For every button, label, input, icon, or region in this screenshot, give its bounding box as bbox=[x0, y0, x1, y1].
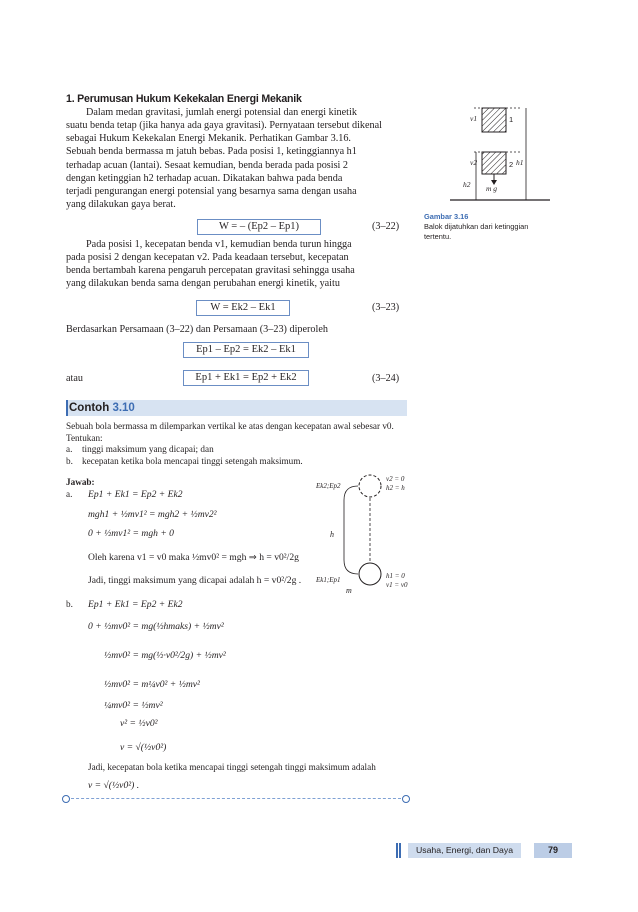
block-position-1 bbox=[482, 108, 506, 132]
label-bottom-state-h: h1 = 0 bbox=[386, 572, 405, 580]
caption-title: Gambar 3.16 bbox=[424, 212, 469, 221]
label-bottom-state-v: v1 = v0 bbox=[386, 581, 408, 589]
divider-dot-left bbox=[62, 795, 70, 803]
caption-line: Balok dijatuhkan dari ketinggian bbox=[424, 222, 529, 231]
equation-number: (3–23) bbox=[372, 302, 400, 313]
text-line: terjadi pengurangan energi potensial yang besarnya sama dengan usaha bbox=[66, 186, 357, 198]
divider-dot-right bbox=[402, 795, 410, 803]
text-line: sebagai Hukum Kekekalan Energi Mekanik. Perhatikan Gambar 3.16. bbox=[66, 133, 351, 145]
label-top-state-h: h2 = h bbox=[386, 484, 405, 492]
solution-b-line: Ep1 + Ek1 = Ep2 + Ek2 bbox=[88, 599, 183, 610]
label-ek1-ep1: Ek1;Ep1 bbox=[316, 576, 341, 584]
label-v1: v1 bbox=[470, 114, 478, 123]
solution-a-line: 0 + ½mv1² = mgh + 0 bbox=[88, 528, 174, 539]
equation-3-22: W = – (Ep2 – Ep1) bbox=[197, 219, 321, 235]
text-line: dengan ketinggian h2 terhadap acuan. Dikatakan bahwa pada benda bbox=[66, 172, 343, 184]
label-v2: v2 bbox=[470, 158, 478, 167]
equation-number: (3–22) bbox=[372, 221, 400, 232]
solution-a-line: Oleh karena v1 = v0 maka ½mv0² = mgh ⇒ h = v0²/2g bbox=[88, 552, 299, 563]
footer-accent-bars bbox=[396, 843, 404, 858]
text-line: Pada posisi 1, kecepatan benda v1, kemudian benda turun hingga bbox=[86, 239, 352, 250]
solution-b-line: ¼mv0² = ½mv² bbox=[104, 700, 163, 711]
paragraph-2-cont bbox=[66, 251, 402, 291]
label-pos2: 2 bbox=[509, 160, 514, 169]
text-line: suatu benda tetap (jika hanya ada gaya gravitasi). Pernyataan tersebut dikenal bbox=[66, 120, 382, 131]
solution-b-mark: b. bbox=[66, 599, 73, 609]
section-heading: 1. Perumusan Hukum Kekekalan Energi Mekanik bbox=[66, 93, 302, 105]
solution-a-line: Jadi, tinggi maksimum yang dicapai adalah h = v0²/2g . bbox=[88, 575, 302, 586]
equation-derived: Ep1 – Ep2 = Ek2 – Ek1 bbox=[183, 342, 309, 358]
label-pos1: 1 bbox=[509, 115, 514, 124]
solution-b-line: ½mv0² = mg(½·v0²/2g) + ½mv² bbox=[104, 650, 226, 661]
figure-3-16-diagram bbox=[440, 100, 560, 210]
label-ek2-ep2: Ek2;Ep2 bbox=[316, 482, 341, 490]
text-line: pada posisi 2 dengan kecepatan v2. Pada keadaan tersebut, kecepatan bbox=[66, 252, 349, 263]
conclusion-formula: v = √(½v0²) . bbox=[88, 780, 140, 791]
label-h2: h2 bbox=[463, 180, 471, 189]
example-number: 3.10 bbox=[112, 402, 135, 414]
solution-a-mark: a. bbox=[66, 489, 73, 499]
problem-line: Tentukan: bbox=[66, 432, 103, 443]
equation-3-23: W = Ek2 – Ek1 bbox=[196, 300, 290, 316]
example-header bbox=[69, 400, 135, 416]
problem-item: a. tinggi maksimum yang dicapai; dan bbox=[66, 444, 214, 454]
problem-line: Sebuah bola bermassa m dilemparkan vertikal ke atas dengan kecepatan awal sebesar v0. bbox=[66, 421, 394, 431]
solution-a-line: mgh1 + ½mv1² = mgh2 + ½mv2² bbox=[88, 509, 217, 520]
ball-bottom-position bbox=[359, 563, 381, 585]
paragraph-1 bbox=[66, 106, 402, 119]
text-line: yang dilakukan benda sama dengan perubahan energi kinetik, yaitu bbox=[66, 278, 340, 290]
label-mg: m g bbox=[486, 184, 498, 193]
ball-top-position bbox=[359, 475, 381, 497]
equation-number: (3–24) bbox=[372, 373, 400, 384]
label-h: h bbox=[330, 530, 334, 539]
jawab-label: Jawab: bbox=[66, 477, 95, 487]
paragraph-2 bbox=[66, 238, 402, 251]
height-bracket bbox=[344, 486, 358, 574]
text-line: terhadap acuan (lantai). Sesaat kemudian, benda berada pada posisi 2 bbox=[66, 159, 349, 171]
figure-caption bbox=[424, 212, 574, 242]
text-line: benda bertambah karena pengaruh percepatan gravitasi sehingga usaha bbox=[66, 265, 355, 277]
problem-item: b. kecepatan ketika bola mencapai tinggi setengah maksimum. bbox=[66, 455, 303, 466]
paragraph-3: Berdasarkan Persamaan (3–22) dan Persamaan (3–23) diperoleh bbox=[66, 324, 328, 335]
equation-3-24: Ep1 + Ek1 = Ep2 + Ek2 bbox=[183, 370, 309, 386]
solution-b-line: v = √(½v0²) bbox=[120, 742, 167, 753]
label-h1: h1 bbox=[516, 158, 524, 167]
paragraph-1-cont bbox=[66, 119, 402, 211]
solution-b-line: v² = ½v0² bbox=[120, 718, 158, 729]
solution-b-line: ½mv0² = m¼v0² + ½mv² bbox=[104, 679, 200, 690]
example-problem bbox=[66, 421, 411, 467]
block-position-2 bbox=[482, 152, 506, 174]
label-top-state-v: v2 = 0 bbox=[386, 475, 405, 483]
example-label: Contoh bbox=[69, 402, 110, 414]
atau-label: atau bbox=[66, 373, 83, 384]
example-end-divider bbox=[66, 798, 406, 799]
conclusion-line: Jadi, kecepatan bola ketika mencapai tinggi setengah tinggi maksimum adalah bbox=[88, 762, 376, 772]
solution-a-line: Ep1 + Ek1 = Ep2 + Ek2 bbox=[88, 489, 183, 500]
text-line: Dalam medan gravitasi, jumlah energi potensial dan energi kinetik bbox=[86, 107, 357, 118]
text-line: yang dilakukan gaya berat. bbox=[66, 199, 176, 211]
solution-b-line: 0 + ½mv0² = mg(½hmaks) + ½mv² bbox=[88, 621, 224, 632]
label-m: m bbox=[346, 586, 352, 595]
footer-chapter-title: Usaha, Energi, dan Daya bbox=[408, 843, 521, 858]
caption-line: tertentu. bbox=[424, 232, 452, 241]
page-number: 79 bbox=[534, 843, 572, 858]
text-line: Sebuah benda bermassa m jatuh bebas. Pada posisi 1, ketinggiannya h1 bbox=[66, 146, 357, 158]
